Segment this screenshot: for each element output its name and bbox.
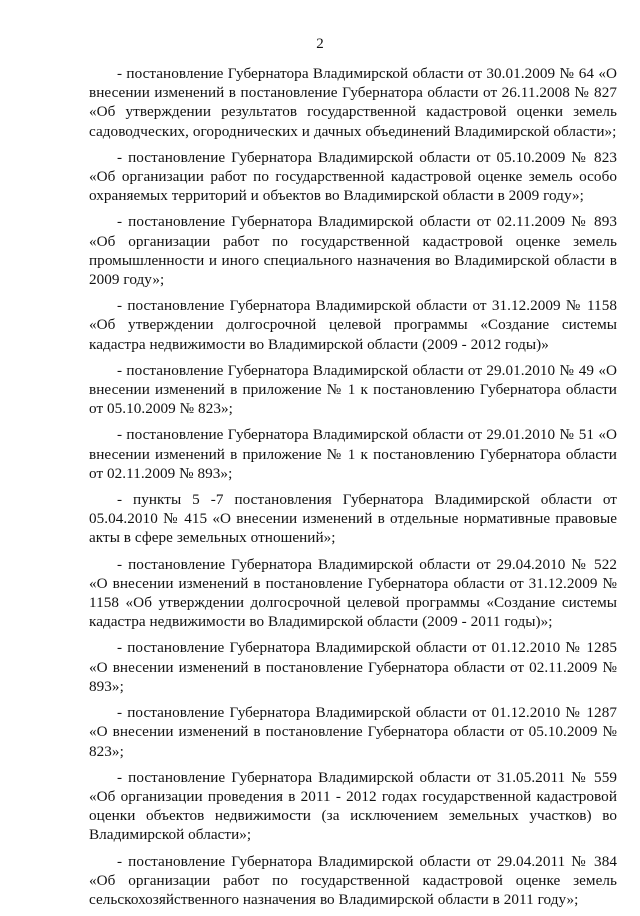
- list-item: - постановление Губернатора Владимирской области от 29.01.2010 № 49 «О внесении изменений в приложение № 1 к постановлению Губернатора области от 05.10.2009 № 823»;: [89, 361, 617, 418]
- list-item: - постановление Губернатора Владимирской области от 29.04.2011 № 384 «Об организации работ по государственной кадастровой оценке земель сельскохозяйственного назначения во Владимирской области в 2011 году»;: [89, 852, 617, 908]
- list-item: - постановление Губернатора Владимирской области от 01.12.2010 № 1287 «О внесении изменений в постановление Губернатора области от 05.10.2009 № 823»;: [89, 704, 617, 760]
- list-item: - постановление Губернатора Владимирской области от 01.12.2010 № 1285 «О внесении изменений в постановление Губернатора области от 02.11.2009 № 893»;: [89, 639, 617, 695]
- list-item: - постановление Губернатора Владимирской области от 05.10.2009 № 823 «Об организации работ по государственной кадастровой оценке земель особо охраняемых территорий и объектов во Владимирской области в 2009 году»;: [89, 148, 617, 205]
- list-item: - постановление Губернатора Владимирской области от 29.01.2010 № 51 «О внесении изменений в приложение № 1 к постановлению Губернатора области от 02.11.2009 № 893»;: [89, 426, 617, 482]
- list-item: - постановление Губернатора Владимирской области от 29.04.2010 № 522 «О внесении изменений в постановление Губернатора области от 31.12.2009 № 1158 «Об утверждении долгосрочной целевой программы «Создание системы кадастра недвижимости во Владимирской области (2009 - 2011 годы)»;: [89, 555, 617, 631]
- list-item: - пункты 5 -7 постановления Губернатора Владимирской области от 05.04.2010 № 415 «О внесении изменений в отдельные нормативные правовые акты в сфере земельных отношений»;: [89, 491, 617, 547]
- page-number: 2: [316, 36, 324, 52]
- list-item: - постановление Губернатора Владимирской области от 31.05.2011 № 559 «Об организации проведения в 2011 - 2012 годах государственной кадастровой оценки объектов недвижимости (за исключением земельных участков) во Владимирской области»;: [89, 768, 617, 844]
- list-item: - постановление Губернатора Владимирской области от 02.11.2009 № 893 «Об организации работ по государственной кадастровой оценке земель промышленности и иного специального назначения во Владимирской области в 2009 году»;: [89, 213, 617, 289]
- list-item: - постановление Губернатора Владимирской области от 30.01.2009 № 64 «О внесении изменений в постановление Губернатора области от 26.11.2008 № 827 «Об утверждении результатов государственной кадастровой оценки земель садоводческих, огороднических и дачных объединений Владимирской области»;: [89, 65, 617, 140]
- list-item: - постановление Губернатора Владимирской области от 31.12.2009 № 1158 «Об утверждении долгосрочной целевой программы «Создание системы кадастра недвижимости во Владимирской области (2009 - 2012 годы)»: [89, 297, 617, 353]
- document-body: [89, 64, 617, 916]
